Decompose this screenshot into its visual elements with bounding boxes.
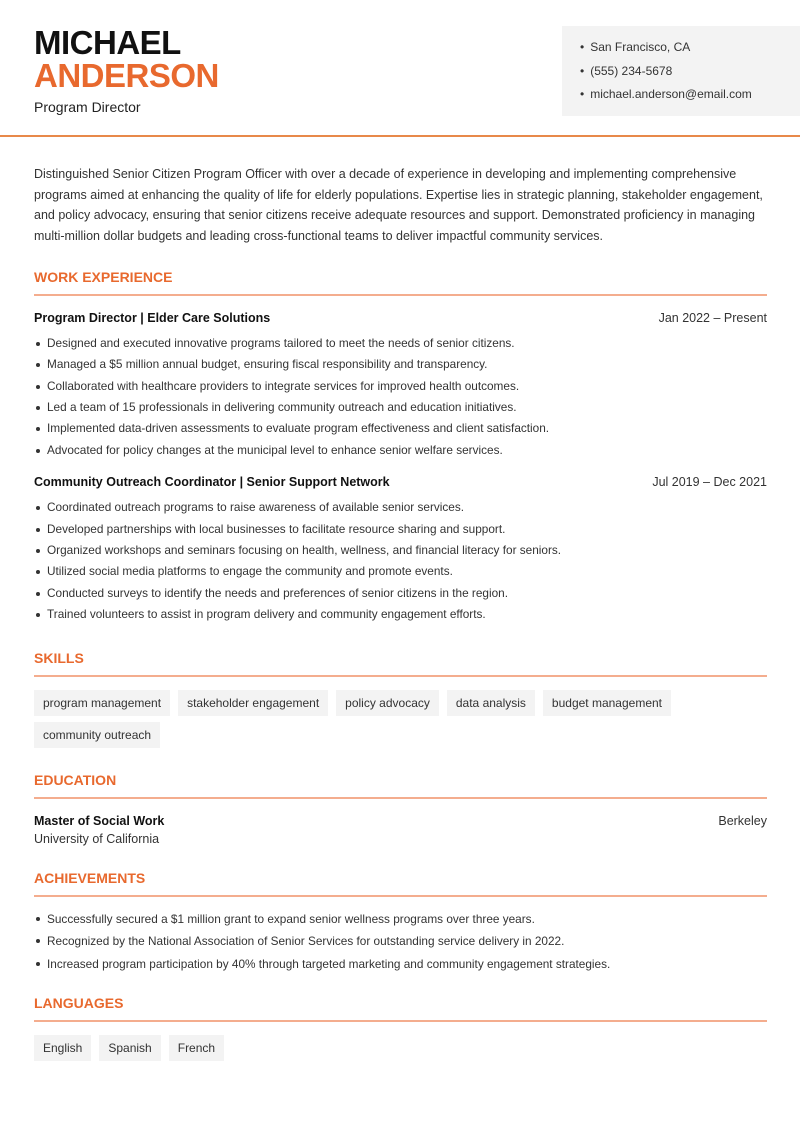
job-bullets: [34, 333, 767, 461]
section-heading-education: EDUCATION: [34, 772, 767, 799]
skill-chip: program management: [34, 690, 170, 716]
list-item: Led a team of 15 professionals in delivering community outreach and education initiatives.: [34, 397, 767, 418]
first-name: MICHAEL: [34, 24, 181, 61]
list-item: Utilized social media platforms to engage the community and promote events.: [34, 561, 767, 582]
job-dates: Jan 2022 – Present: [658, 310, 767, 325]
skill-chip: stakeholder engagement: [178, 690, 328, 716]
job-title: Community Outreach Coordinator | Senior Support Network: [34, 475, 390, 490]
contact-location: • San Francisco, CA: [580, 39, 800, 63]
list-item: Developed partnerships with local businesses to facilitate resource sharing and support.: [34, 519, 767, 540]
contact-phone: • (555) 234-5678: [580, 63, 800, 87]
job-dates: Jul 2019 – Dec 2021: [652, 475, 767, 490]
job-bullets: [34, 497, 767, 625]
list-item: Implemented data-driven assessments to evaluate program effectiveness and client satisfaction.: [34, 418, 767, 439]
language-chip: English: [34, 1035, 91, 1061]
skill-chip: community outreach: [34, 722, 160, 748]
job-header: [34, 473, 767, 491]
language-chip: Spanish: [99, 1035, 160, 1061]
contact-email[interactable]: • michael.anderson@email.com: [580, 86, 800, 110]
section-heading-achievements: ACHIEVEMENTS: [34, 870, 767, 897]
skill-chip: data analysis: [447, 690, 535, 716]
school: University of California: [34, 831, 160, 846]
job-header: [34, 309, 767, 327]
degree: Master of Social Work: [34, 813, 165, 828]
languages-list: [34, 1035, 767, 1061]
skill-chip: budget management: [543, 690, 671, 716]
skills-list: [34, 690, 767, 748]
language-chip: French: [169, 1035, 224, 1061]
list-item: Increased program participation by 40% through targeted marketing and community engagement strategies.: [34, 953, 767, 976]
resume-header: [0, 0, 800, 137]
list-item: Coordinated outreach programs to raise awareness of available senior services.: [34, 497, 767, 518]
achievements-list: [34, 908, 767, 976]
list-item: Conducted surveys to identify the needs and preferences of senior citizens in the region.: [34, 583, 767, 604]
list-item: Successfully secured a $1 million grant to expand senior wellness programs over three years.: [34, 908, 767, 931]
section-heading-work: WORK EXPERIENCE: [34, 269, 767, 296]
education-header: [34, 812, 767, 830]
contact-box: [562, 26, 800, 116]
list-item: Designed and executed innovative programs tailored to meet the needs of senior citizens.: [34, 333, 767, 354]
list-item: Organized workshops and seminars focusing on health, wellness, and financial literacy for seniors.: [34, 540, 767, 561]
job-title: Program Director | Elder Care Solutions: [34, 310, 271, 325]
education-location: Berkeley: [718, 813, 767, 828]
list-item: Advocated for policy changes at the municipal level to enhance senior welfare services.: [34, 440, 767, 461]
job-title: Program Director: [34, 99, 141, 115]
list-item: Recognized by the National Association of Senior Services for outstanding service delivery in 2022.: [34, 930, 767, 953]
section-heading-languages: LANGUAGES: [34, 995, 767, 1022]
last-name: ANDERSON: [34, 57, 219, 94]
section-heading-skills: SKILLS: [34, 650, 767, 677]
skill-chip: policy advocacy: [336, 690, 439, 716]
list-item: Collaborated with healthcare providers to integrate services for improved health outcomes.: [34, 376, 767, 397]
summary: Distinguished Senior Citizen Program Officer with over a decade of experience in developing and implementing comprehensive programs aimed at enhancing the quality of life for elderly populations. Expertise lies in strategic planning, stakeholder engagement, and policy advocacy, ensuring that senior citizens receive adequate resources and support. Demonstrated proficiency in managing multi-million dollar budgets and leading cross-functional teams to deliver impactful community services.: [34, 167, 763, 244]
list-item: Managed a $5 million annual budget, ensuring fiscal responsibility and transparency.: [34, 354, 767, 375]
list-item: Trained volunteers to assist in program delivery and community engagement efforts.: [34, 604, 767, 625]
